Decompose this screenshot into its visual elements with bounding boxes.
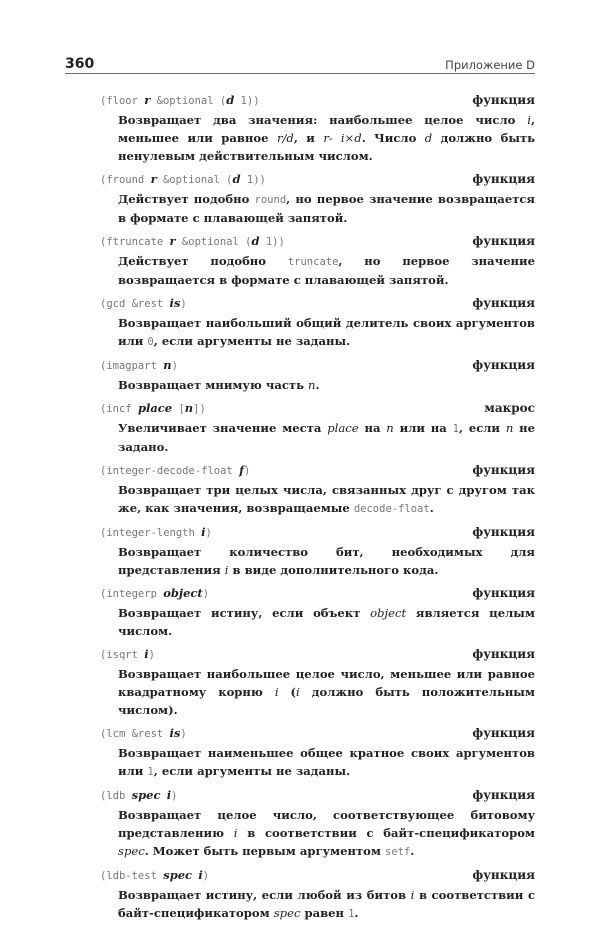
signature-argument: spec [163,868,193,882]
signature-argument: d [232,172,241,186]
entry-description: Возвращает три целых числа, связанных друг с другом так же, как значения, возвращаемые decode-float. [118,483,535,515]
entry-description: Возвращает наибольший общий делитель своих аргументов или 0, если аргументы не заданы. [118,316,535,348]
signature-line [65,93,535,111]
italic-term: i [527,113,531,127]
signature-line [65,788,535,806]
function-signature: (ftruncate r &optional (d 1)) [100,234,285,248]
italic-term: d [424,131,433,145]
italic-term: i [410,888,415,902]
entry-kind: функция [472,525,535,539]
reference-entry [65,525,535,579]
italic-term: i [224,563,229,577]
italic-term: i [233,826,238,840]
entry-description: Возвращает наибольшее целое число, меньшее или равное квадратному корню i (i должно быть положительным числом). [118,667,536,717]
signature-line [65,358,535,376]
function-signature: (lcm &rest is) [100,726,187,740]
entry-description: Возвращает целое число, соответствующее битовому представлению i в соответствии с байт-спецификатором spec. Может быть первым аргументом setf. [118,808,535,858]
entry-description: Возвращает наименьшее общее кратное своих аргументов или 1, если аргументы не заданы. [118,746,535,778]
signature-line [65,463,535,481]
signature-argument: r [150,172,157,186]
inline-code: decode-float [353,503,430,515]
italic-term: n [386,421,394,435]
entry-kind: функция [472,788,535,802]
entry-kind: функция [472,726,535,740]
signature-line [65,401,535,419]
italic-term: object [370,606,407,620]
reference-entries [65,93,535,923]
inline-code: 0 [147,336,154,348]
signature-argument: n [184,401,194,415]
reference-entry [65,726,535,781]
signature-argument: i [144,647,149,661]
entry-description: Возвращает количество бит, необходимых для представления i в виде дополнительного кода. [118,545,535,577]
signature-argument: object [163,586,203,600]
entry-kind: функция [472,358,535,372]
entry-description: Возвращает истину, если любой из битов i в соответствии с байт-спецификатором spec равен 1. [118,888,536,920]
italic-term: place [327,421,359,435]
running-head: Приложение D [445,58,535,72]
entry-kind: функция [472,296,535,310]
reference-entry [65,93,535,165]
entry-kind: функция [472,172,535,186]
signature-argument: d [251,234,260,248]
signature-argument: n [163,358,172,372]
function-signature: (floor r &optional (d 1)) [100,93,260,107]
function-signature: (ldb spec i) [100,788,178,802]
entry-description: Действует подобно truncate, но первое значение возвращается в формате с плавающей запятой. [118,254,535,287]
reference-entry [65,868,535,923]
signature-argument: i [166,788,172,802]
italic-term: n [505,421,514,435]
reference-entry [65,172,535,227]
function-signature: (incf place [n]) [100,401,206,415]
signature-argument: r [169,234,176,248]
function-signature: (integerp object) [100,586,210,600]
signature-argument: i [198,868,203,882]
function-signature: (ldb-test spec i) [100,868,210,882]
reference-entry [65,296,535,351]
signature-line [65,586,535,604]
italic-term: i [296,685,300,699]
reference-entry [65,586,535,640]
entry-kind: функция [472,463,535,477]
signature-line [65,726,535,744]
signature-argument: f [239,463,245,477]
reference-entry [65,401,535,456]
signature-argument: is [169,726,181,740]
entry-kind: функция [472,868,535,882]
reference-entry [65,358,535,394]
entry-description: Возвращает истину, если объект object является целым числом. [118,606,535,638]
reference-entry [65,788,535,861]
signature-line [65,525,535,543]
function-signature: (fround r &optional (d 1)) [100,172,266,186]
inline-code: round [254,194,287,206]
entry-kind: функция [472,647,535,661]
entry-kind: макрос [484,401,535,415]
signature-argument: spec [131,788,161,802]
italic-term: r- i×d [323,131,362,145]
signature-argument: i [201,525,206,539]
entry-description: Возвращает два значения: наибольшее целое число i, меньшее или равное r/d, и r- i×d. Число d должно быть ненулевым действительным числом. [118,113,535,163]
page-number: 360 [65,56,95,72]
signature-line [65,172,535,190]
page-header [65,52,535,74]
function-signature: (imagpart n) [100,358,178,372]
signature-line [65,234,535,252]
entry-kind: функция [472,586,535,600]
function-signature: (integer-length i) [100,525,212,539]
inline-code: 1 [147,766,154,778]
italic-term: n [307,378,316,392]
book-page [65,52,535,930]
entry-kind: функция [472,93,535,107]
signature-line [65,868,535,886]
inline-code: 1 [452,423,459,435]
function-signature: (gcd &rest is) [100,296,187,310]
inline-code: setf [384,846,411,858]
reference-entry [65,234,535,289]
italic-term: i [274,685,279,699]
italic-term: spec [273,906,301,920]
inline-code: truncate [287,256,339,268]
entry-description: Действует подобно round, но первое значение возвращается в формате с плавающей запятой. [118,192,535,225]
italic-term: spec [118,844,145,858]
signature-argument: r [144,93,151,107]
reference-entry [65,647,535,719]
inline-code: 1 [348,908,355,920]
italic-term: r/d [276,131,294,145]
signature-argument: place [137,401,173,415]
signature-line [65,296,535,314]
signature-argument: is [169,296,181,310]
function-signature: (isqrt i) [100,647,155,661]
signature-argument: d [226,93,235,107]
signature-line [65,647,535,665]
function-signature: (integer-decode-float f) [100,463,251,477]
reference-entry [65,463,535,518]
entry-description: Возвращает мнимую часть n. [118,378,320,392]
entry-kind: функция [472,234,535,248]
entry-description: Увеличивает значение места place на n или на 1, если n не задано. [118,421,536,454]
